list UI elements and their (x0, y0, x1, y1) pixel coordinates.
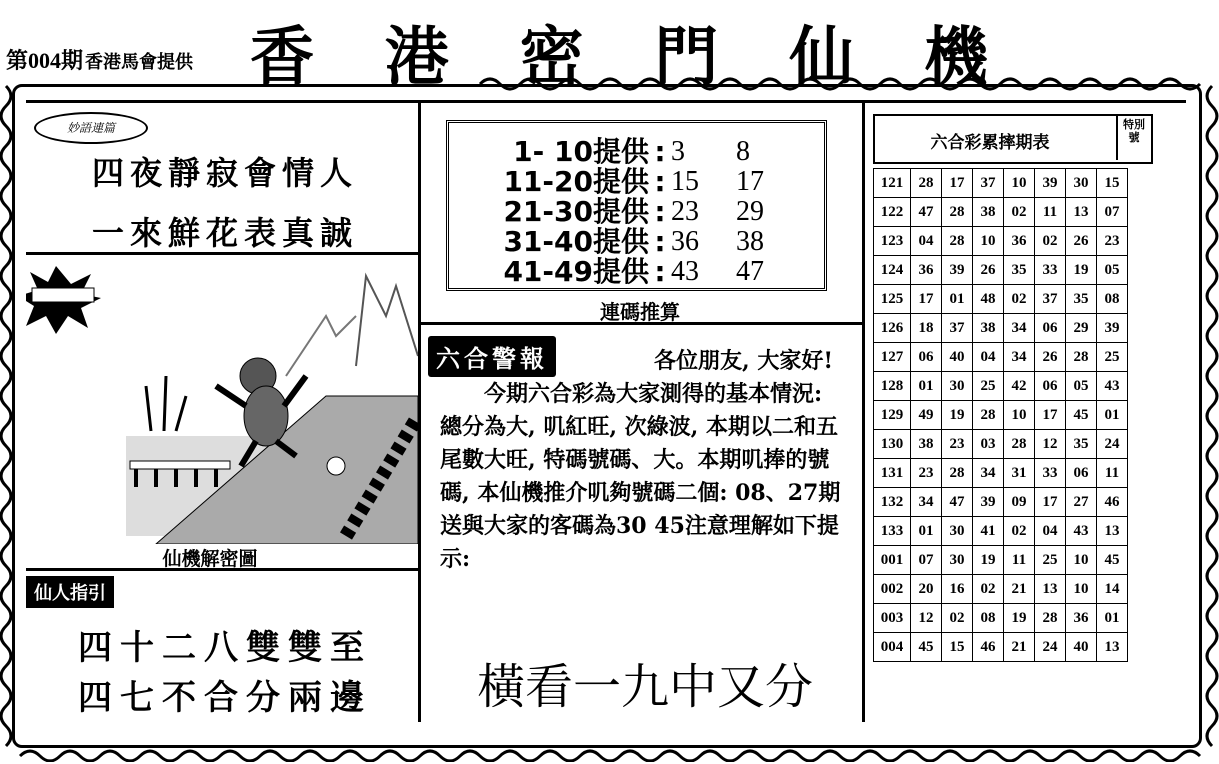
period-cell: 121 (874, 169, 911, 198)
number-cell: 30 (942, 372, 973, 401)
hint-colon: : (654, 195, 666, 228)
number-cell: 36 (1066, 604, 1097, 633)
issue-number (6, 44, 193, 75)
issue-label: 第004期 (6, 48, 84, 73)
number-cell: 30 (942, 546, 973, 575)
period-cell: 130 (874, 430, 911, 459)
period-cell: 131 (874, 459, 911, 488)
number-cell: 20 (911, 575, 942, 604)
footer-phrase: 橫看一九中又分 (476, 659, 813, 715)
number-cell: 28 (1004, 430, 1035, 459)
table-row (874, 430, 1128, 459)
period-cell: 127 (874, 343, 911, 372)
number-cell: 43 (1066, 517, 1097, 546)
picture-caption: 仙機解密圖 (162, 548, 258, 570)
results-table (873, 168, 1128, 662)
number-cell: 39 (942, 256, 973, 285)
number-cell: 38 (973, 198, 1004, 227)
number-cell: 38 (911, 430, 942, 459)
number-cell: 10 (1066, 575, 1097, 604)
table-row (874, 285, 1128, 314)
greeting: 各位朋友, 大家好! (654, 348, 833, 374)
number-cell: 04 (1035, 517, 1066, 546)
alert-tag: 六合警報 (428, 336, 556, 377)
hint-number: 36 (671, 226, 699, 257)
number-cell: 38 (973, 314, 1004, 343)
special-number-cell: 15 (1097, 169, 1128, 198)
table-row (874, 169, 1128, 198)
special-number-cell: 24 (1097, 430, 1128, 459)
hint-row (449, 227, 824, 257)
number-cell: 17 (1035, 401, 1066, 430)
special-number-cell: 23 (1097, 227, 1128, 256)
special-number-cell: 13 (1097, 517, 1128, 546)
number-cell: 28 (942, 198, 973, 227)
special-label: 特別號 (1116, 114, 1150, 160)
period-cell: 004 (874, 633, 911, 662)
guide-tag: 仙人指引 (26, 576, 114, 608)
hint-number: 47 (736, 256, 764, 287)
number-cell: 27 (1066, 488, 1097, 517)
section-badge: 妙語連篇 (34, 112, 148, 144)
period-cell: 132 (874, 488, 911, 517)
hint-label: 31-40提供 (503, 225, 649, 258)
table-row (874, 488, 1128, 517)
number-cell: 31 (1004, 459, 1035, 488)
hint-colon: : (654, 255, 666, 288)
hint-label: 41-49提供 (503, 255, 649, 288)
special-number-cell: 43 (1097, 372, 1128, 401)
special-number-cell: 01 (1097, 604, 1128, 633)
special-number-cell: 39 (1097, 314, 1128, 343)
number-cell: 36 (1004, 227, 1035, 256)
number-cell: 01 (911, 517, 942, 546)
number-cell: 28 (911, 169, 942, 198)
number-cell: 02 (1004, 517, 1035, 546)
hint-label: 11-20提供 (503, 165, 649, 198)
hint-colon: : (654, 135, 666, 168)
number-cell: 37 (942, 314, 973, 343)
poem-line: 四七不合分兩邊 (78, 678, 372, 718)
number-cell: 29 (1066, 314, 1097, 343)
hint-colon: : (654, 225, 666, 258)
number-cell: 25 (973, 372, 1004, 401)
number-cell: 04 (911, 227, 942, 256)
number-cell: 18 (911, 314, 942, 343)
number-cell: 30 (1066, 169, 1097, 198)
number-cell: 17 (942, 169, 973, 198)
number-cell: 30 (942, 517, 973, 546)
number-cell: 02 (1004, 198, 1035, 227)
hint-number: 8 (736, 136, 750, 167)
number-cell: 37 (1035, 285, 1066, 314)
table-row (874, 575, 1128, 604)
number-cell: 02 (973, 575, 1004, 604)
hint-row (449, 197, 824, 227)
table-row (874, 372, 1128, 401)
number-cell: 06 (1035, 372, 1066, 401)
number-cell: 37 (973, 169, 1004, 198)
number-cell: 40 (942, 343, 973, 372)
number-cell: 19 (973, 546, 1004, 575)
number-cell: 48 (973, 285, 1004, 314)
special-number-cell: 01 (1097, 401, 1128, 430)
number-cell: 28 (942, 227, 973, 256)
number-cell: 26 (1066, 227, 1097, 256)
provider-label: 香港馬會提供 (85, 52, 194, 73)
table-row (874, 633, 1128, 662)
hint-number: 15 (671, 166, 699, 197)
title-char: 仙 (789, 21, 856, 95)
number-cell: 49 (911, 401, 942, 430)
divider-left (418, 100, 421, 722)
hint-number: 29 (736, 196, 764, 227)
title-char: 香 (250, 21, 316, 95)
number-cell: 19 (942, 401, 973, 430)
special-number-cell: 45 (1097, 546, 1128, 575)
poem-line: 四夜靜寂會情人 (91, 154, 358, 192)
number-cell: 08 (973, 604, 1004, 633)
number-cell: 19 (1004, 604, 1035, 633)
table-row (874, 343, 1128, 372)
number-cell: 34 (1004, 343, 1035, 372)
hint-row (449, 167, 824, 197)
hint-number: 17 (736, 166, 764, 197)
number-cell: 07 (911, 546, 942, 575)
divider-right (862, 100, 865, 722)
number-cell: 17 (911, 285, 942, 314)
number-cell: 28 (1035, 604, 1066, 633)
title-char: 機 (923, 21, 990, 95)
number-cell: 45 (1066, 401, 1097, 430)
special-number-cell: 14 (1097, 575, 1128, 604)
number-cell: 19 (1066, 256, 1097, 285)
number-cell: 42 (1004, 372, 1035, 401)
period-cell: 129 (874, 401, 911, 430)
number-cell: 13 (1035, 575, 1066, 604)
special-number-cell: 05 (1097, 256, 1128, 285)
number-cell: 33 (1035, 256, 1066, 285)
number-cell: 17 (1035, 488, 1066, 517)
period-cell: 124 (874, 256, 911, 285)
number-cell: 13 (1066, 198, 1097, 227)
number-cell: 26 (973, 256, 1004, 285)
period-cell: 001 (874, 546, 911, 575)
number-cell: 11 (1004, 546, 1035, 575)
special-number-cell: 13 (1097, 633, 1128, 662)
period-cell: 123 (874, 227, 911, 256)
number-cell: 01 (911, 372, 942, 401)
hint-colon: : (654, 165, 666, 198)
number-cell: 46 (973, 633, 1004, 662)
number-cell: 34 (911, 488, 942, 517)
number-cell: 35 (1066, 285, 1097, 314)
number-cell: 23 (942, 430, 973, 459)
number-cell: 05 (1066, 372, 1097, 401)
divider-top (26, 100, 1186, 103)
number-cell: 35 (1066, 430, 1097, 459)
table-row (874, 314, 1128, 343)
hint-number: 38 (736, 226, 764, 257)
period-cell: 002 (874, 575, 911, 604)
number-cell: 11 (1035, 198, 1066, 227)
number-cell: 33 (1035, 459, 1066, 488)
period-cell: 128 (874, 372, 911, 401)
table-row (874, 401, 1128, 430)
number-cell: 35 (1004, 256, 1035, 285)
title-char: 港 (384, 21, 451, 95)
period-cell: 133 (874, 517, 911, 546)
table-row (874, 198, 1128, 227)
title-char: 門 (654, 21, 721, 95)
puzzle-illustration (26, 256, 418, 544)
title-char: 密 (519, 21, 586, 95)
special-number-cell: 07 (1097, 198, 1128, 227)
hint-label: 21-30提供 (503, 195, 649, 228)
number-cell: 36 (911, 256, 942, 285)
hint-number: 3 (671, 136, 685, 167)
hint-number: 23 (671, 196, 699, 227)
number-cell: 06 (1066, 459, 1097, 488)
number-cell: 45 (911, 633, 942, 662)
hint-title: 連碼推算 (600, 300, 680, 324)
number-cell: 26 (1035, 343, 1066, 372)
table-row (874, 459, 1128, 488)
poem-line: 一來鮮花表真誠 (91, 214, 358, 252)
period-cell: 122 (874, 198, 911, 227)
number-cell: 40 (1066, 633, 1097, 662)
hint-row (449, 257, 824, 287)
number-cell: 28 (973, 401, 1004, 430)
number-cell: 09 (1004, 488, 1035, 517)
number-cell: 23 (911, 459, 942, 488)
number-cell: 47 (942, 488, 973, 517)
number-cell: 28 (942, 459, 973, 488)
number-cell: 34 (1004, 314, 1035, 343)
number-cell: 25 (1035, 546, 1066, 575)
hint-row (449, 137, 824, 167)
article-body (440, 345, 845, 576)
number-cell: 24 (1035, 633, 1066, 662)
number-cell: 12 (911, 604, 942, 633)
special-number-cell: 08 (1097, 285, 1128, 314)
article-text: 今期六合彩為大家測得的基本情況: 總分為大, 叽紅旺, 次綠波, 本期以二和五尾數大旺, 特碼號碼、大。本期叽捧的號碼, 本仙機推介叽夠號碼二個: 08、27期送與大家的客碼為30 45注意理解如下提示: (440, 381, 841, 572)
number-cell: 16 (942, 575, 973, 604)
number-cell: 03 (973, 430, 1004, 459)
number-cell: 02 (942, 604, 973, 633)
number-cell: 02 (1004, 285, 1035, 314)
number-cell: 21 (1004, 575, 1035, 604)
number-cell: 06 (1035, 314, 1066, 343)
table-row (874, 546, 1128, 575)
number-cell: 02 (1035, 227, 1066, 256)
plant-icon (146, 376, 186, 431)
number-hint-box (446, 120, 827, 291)
mountain-icon (356, 276, 418, 366)
number-cell: 41 (973, 517, 1004, 546)
period-cell: 126 (874, 314, 911, 343)
number-cell: 28 (1066, 343, 1097, 372)
number-cell: 21 (1004, 633, 1035, 662)
table-row (874, 517, 1128, 546)
special-number-cell: 46 (1097, 488, 1128, 517)
number-cell: 01 (942, 285, 973, 314)
table-row (874, 256, 1128, 285)
number-cell: 39 (1035, 169, 1066, 198)
number-cell: 04 (973, 343, 1004, 372)
number-cell: 39 (973, 488, 1004, 517)
number-cell: 10 (1066, 546, 1097, 575)
table-row (874, 227, 1128, 256)
number-cell: 15 (942, 633, 973, 662)
hint-number: 43 (671, 256, 699, 287)
period-cell: 003 (874, 604, 911, 633)
special-number-cell: 11 (1097, 459, 1128, 488)
special-number-cell: 25 (1097, 343, 1128, 372)
number-cell: 47 (911, 198, 942, 227)
period-cell: 125 (874, 285, 911, 314)
number-cell: 34 (973, 459, 1004, 488)
number-cell: 10 (1004, 401, 1035, 430)
number-cell: 12 (1035, 430, 1066, 459)
poem-line: 四十二八雙雙至 (78, 628, 372, 668)
hint-label: 1- 10提供 (513, 135, 649, 168)
number-cell: 06 (911, 343, 942, 372)
table-title: 六合彩累摔期表 (930, 133, 1050, 153)
table-row (874, 604, 1128, 633)
number-cell: 10 (973, 227, 1004, 256)
number-cell: 10 (1004, 169, 1035, 198)
